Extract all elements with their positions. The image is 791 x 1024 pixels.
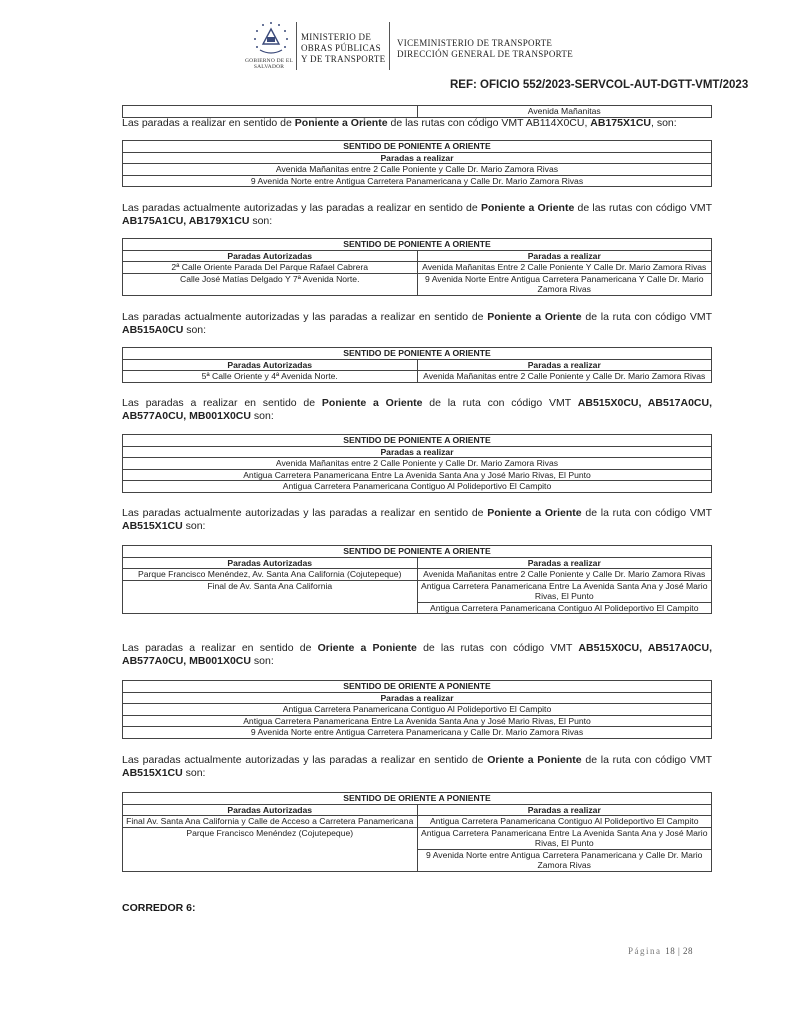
table-cell: 2ª Calle Oriente Parada Del Parque Rafael Cabrera xyxy=(123,262,418,274)
stops-table xyxy=(122,680,712,739)
table-title: SENTIDO DE PONIENTE A ORIENTE xyxy=(123,546,712,558)
table-cell: 9 Avenida Norte entre Antigua Carretera Panamericana y Calle Dr. Mario Zamora Rivas xyxy=(417,849,712,871)
table-cell: 9 Avenida Norte Entre Antigua Carretera Panamericana Y Calle Dr. Mario Zamora Rivas xyxy=(417,273,712,295)
page-number: 18 | 28 xyxy=(665,946,694,956)
gob-caption: GOBIERNO DE EL SALVADOR xyxy=(244,58,294,70)
table-header: Paradas a realizar xyxy=(417,359,712,371)
table-title: SENTIDO DE PONIENTE A ORIENTE xyxy=(123,435,712,447)
paragraph: Las paradas a realizar en sentido de Poniente a Oriente de la ruta con código VMT AB515X0CU, AB517A0CU, AB577A0CU, MB001X0CU son: xyxy=(122,397,712,422)
table-header: Paradas Autorizadas xyxy=(123,804,418,816)
stops-table xyxy=(122,792,712,872)
table-title: SENTIDO DE ORIENTE A PONIENTE xyxy=(123,681,712,693)
table-cell: Antigua Carretera Panamericana Contiguo Al Polideportivo El Campito xyxy=(417,816,712,828)
paragraph: Las paradas actualmente autorizadas y las paradas a realizar en sentido de Oriente a Poniente de la ruta con código VMT AB515X1CU son: xyxy=(122,754,713,779)
paragraph: Las paradas actualmente autorizadas y las paradas a realizar en sentido de Poniente a Oriente de la ruta con código VMT AB515X1CU son: xyxy=(122,507,713,532)
table-row: 9 Avenida Norte entre Antigua Carretera Panamericana y Calle Dr. Mario Zamora Rivas xyxy=(123,175,712,187)
page-footer xyxy=(628,946,693,956)
table-row: Antigua Carretera Panamericana Contiguo Al Polideportivo El Campito xyxy=(123,481,712,493)
table-header: Paradas Autorizadas xyxy=(123,359,418,371)
paragraph: Las paradas a realizar en sentido de Oriente a Poniente de las rutas con código VMT AB515X0CU, AB517A0CU, AB577A0CU, MB001X0CU son: xyxy=(122,642,713,667)
table-header: Paradas a realizar xyxy=(123,446,712,458)
ministry-name: MINISTERIO DE OBRAS PÚBLICAS Y DE TRANSPORTE xyxy=(301,32,386,64)
table-title: SENTIDO DE PONIENTE A ORIENTE xyxy=(123,348,712,360)
paragraph: Las paradas a realizar en sentido de Poniente a Oriente de las rutas con código VMT AB114X0CU, AB175X1CU, son: xyxy=(122,117,677,129)
stops-table xyxy=(122,238,712,296)
stops-table xyxy=(122,347,712,383)
table-row: Antigua Carretera Panamericana Entre La Avenida Santa Ana y José Mario Rivas, El Punto xyxy=(123,469,712,481)
stops-table xyxy=(122,545,712,614)
table-header: Paradas a realizar xyxy=(123,152,712,164)
header-divider xyxy=(389,22,390,70)
table-title: SENTIDO DE PONIENTE A ORIENTE xyxy=(123,239,712,251)
table-title: SENTIDO DE PONIENTE A ORIENTE xyxy=(123,141,712,153)
fragment-table xyxy=(122,105,712,118)
vice-ministry-name: VICEMINISTERIO DE TRANSPORTE DIRECCIÓN GENERAL DE TRANSPORTE xyxy=(397,38,574,59)
table-header: Paradas Autorizadas xyxy=(123,557,418,569)
table-header: Paradas a realizar xyxy=(417,557,712,569)
table-row: Avenida Mañanitas entre 2 Calle Poniente y Calle Dr. Mario Zamora Rivas xyxy=(123,458,712,470)
table-row: Antigua Carretera Panamericana Entre La Avenida Santa Ana y José Mario Rivas, El Punto xyxy=(123,715,712,727)
table-row: Avenida Mañanitas entre 2 Calle Poniente y Calle Dr. Mario Zamora Rivas xyxy=(123,164,712,176)
table-header: Paradas a realizar xyxy=(417,250,712,262)
table-cell: Antigua Carretera Panamericana Entre La Avenida Santa Ana y José Mario Rivas, El Punto xyxy=(417,827,712,849)
footer-label: Página xyxy=(628,946,662,956)
table-row: Antigua Carretera Panamericana Contiguo Al Polideportivo El Campito xyxy=(123,704,712,716)
table-cell: Avenida Mañanitas entre 2 Calle Poniente y Calle Dr. Mario Zamora Rivas xyxy=(417,371,712,383)
paragraph: Las paradas actualmente autorizadas y las paradas a realizar en sentido de Poniente a Oriente de la ruta con código VMT AB515A0CU son: xyxy=(122,311,713,336)
table-header: Paradas a realizar xyxy=(417,804,712,816)
reference-number: REF: OFICIO 552/2023-SERVCOL-AUT-DGTT-VMT/2023 xyxy=(450,79,749,91)
table-cell: Calle José Matías Delgado Y 7ª Avenida Norte. xyxy=(123,273,418,295)
table-cell: 5ª Calle Oriente y 4ª Avenida Norte. xyxy=(123,371,418,383)
table-header: Paradas Autorizadas xyxy=(123,250,418,262)
table-cell: Avenida Mañanitas Entre 2 Calle Poniente Y Calle Dr. Mario Zamora Rivas xyxy=(417,262,712,274)
table-cell: Antigua Carretera Panamericana Contiguo Al Polideportivo El Campito xyxy=(417,602,712,614)
stops-table xyxy=(122,434,712,493)
paragraph: Las paradas actualmente autorizadas y las paradas a realizar en sentido de Poniente a Oriente de las rutas con código VMT AB175A1CU, AB179X1CU son: xyxy=(122,202,713,227)
section-heading: CORREDOR 6: xyxy=(122,902,196,914)
table-cell: Final Av. Santa Ana California y Calle de Acceso a Carretera Panamericana xyxy=(123,816,418,828)
table-title: SENTIDO DE ORIENTE A PONIENTE xyxy=(123,793,712,805)
table-cell: Antigua Carretera Panamericana Entre La Avenida Santa Ana y José Mario Rivas, El Punto xyxy=(417,580,712,602)
table-cell: Parque Francisco Menéndez, Av. Santa Ana California (Cojutepeque) xyxy=(123,569,418,581)
stops-table xyxy=(122,140,712,187)
table-row: 9 Avenida Norte entre Antigua Carretera Panamericana y Calle Dr. Mario Zamora Rivas xyxy=(123,727,712,739)
table-cell: Avenida Mañanitas xyxy=(417,106,712,118)
table-cell: Final de Av. Santa Ana California xyxy=(123,580,418,614)
header-divider xyxy=(296,22,297,70)
table-cell: Avenida Mañanitas entre 2 Calle Poniente y Calle Dr. Mario Zamora Rivas xyxy=(417,569,712,581)
table-header: Paradas a realizar xyxy=(123,692,712,704)
table-cell: Parque Francisco Menéndez (Cojutepeque) xyxy=(123,827,418,871)
